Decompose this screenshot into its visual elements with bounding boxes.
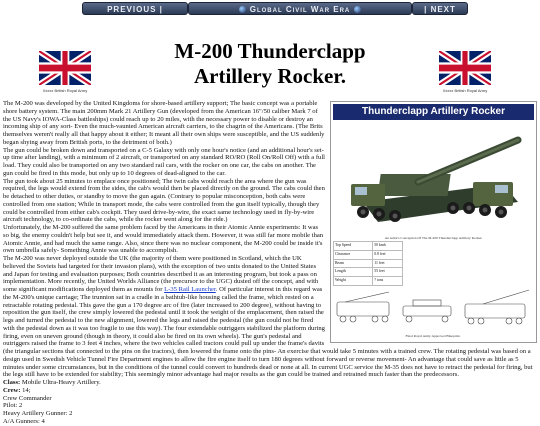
page-title: [140, 39, 400, 89]
class-value: Mobile Ultra-Heavy Artillery.: [21, 379, 101, 386]
table-row: [334, 259, 403, 268]
artillery-illustration: [333, 122, 534, 235]
union-jack-flag-icon: [39, 51, 91, 85]
crew-value: 14;: [22, 386, 31, 394]
crew-item: Pilot: 2: [3, 402, 23, 410]
home-button[interactable]: [188, 2, 412, 15]
paragraph-5-text-b: . Of particular interest in this regard was the M-200's unique carriage; The trunnion sat in a cradle in a bathtub-like housing called the frame, which rested on a retractable rotating pedestal. This gave the gun a 170 degree arc of fire (later increased to 200 degree), without having to reposition the gun itself, the crew simply lowered the pedestal until it took the weight of the emplacement, then raised the legs and turned the pedestal to the new alignment, lowered the legs and raised the pedestal (the gun could not be fired with the pedestal down as it was too fragile to use this way). The four extendable outriggers stabilized the platform during firing, even on uneven ground (though in theory, it could also be fired on its own wheels). The gun's pedestal and outriggers raised the frame to 3 feet 4 inches, where the two vehicles called tractors could pull up under the frame's davits (the triangular sections that connected to the pins on the tractors), then lowered the frame onto the pins- An exercise that would take 5 minutes with a trained crew. The rotating pedestal was based on a design used in Swedish Vehicle Tunnel Fire Department engines to allow the fire engine itself to turn 180 degrees without forward or reverse movement- An advantage that could save as little as 5 minutes under some circumstances, but in the conditions of the tunnel could convert to hundreds dead or none at all. In current UGC service the M-35 does not have to retract the pedestal for firing, but the legs still have to be extended for stability; This seemingly minor advantage had major results as the gun could be trained and retrained much faster than the predecessors.: [3, 286, 533, 379]
artillery-rocker-image: [333, 122, 534, 235]
top-navigation-bar: [0, 0, 540, 17]
spec-value: 50 kmh: [373, 242, 403, 251]
paragraph-2: The gun could be broken down and transported on a C-5 Galaxy with only one hour's notice (and an additional hour's set-up time after landing), with a minimum of 2 aircraft, or transported on any standard RO/RO (Roll On/Roll Off) with a full load. They could also be transported on any two standard rail cars, with the rocker on one car, the cabs on another. The gun could be fired in this mode, but only up to 10 degrees of dead-aligned to the car.: [3, 146, 325, 177]
crew-item: Crew Commander: [3, 394, 52, 402]
paragraph-5-text-a: The M-200 was never deployed outside the UK (the majority of them were positioned in Scotland, which the UK believed the Soviets had targeted for their invasion plans), with the exception of two units donated to the United States and Japan for testing and evaluation purposes; Both countries described it as an interesting program, but took a pass on implementation. More recently, the United Worlds Alliance (the precursor to the UGC) dusted off the concept, and with some significant modifications deployed them as mounts for: [3, 255, 319, 293]
spec-label: Weight: [334, 277, 373, 286]
article-body: [3, 100, 537, 426]
paragraph-1: The M-200 was developed by the United Kingdoms for shore-based artillery support; The basic concept was a portable shore battery system. The main 200mm Mark 21 Artillery Gun (developed from the American 16"/50 caliber Mark 7 of the US Navy's IOWA-Class battleships) could reach up to 20 miles, with the necessary power to disable or destroy an incoming ship of any sort- Even the much-vaunted American aircraft carriers, to the chagrin of the Americans. (The Brits themselves weren't really all that happy about it either; It meant all their own ships were susceptible, and the US suddenly began shying away from British ports, to the detriment of both.): [3, 100, 325, 146]
spec-value: 11 feet: [373, 259, 403, 268]
globe-icon: [354, 6, 361, 13]
next-label: NEXT: [430, 5, 456, 14]
globe-icon: [239, 6, 246, 13]
class-label: Class:: [3, 379, 21, 386]
table-row: [334, 268, 403, 277]
spec-label: Beam: [334, 259, 373, 268]
table-row: [334, 250, 403, 259]
l35-rail-launcher-link[interactable]: L-35 Rail Launcher: [164, 286, 216, 293]
previous-label: PREVIOUS: [107, 5, 157, 14]
table-row: [334, 277, 403, 286]
specs-table: [333, 241, 403, 286]
spec-label: Top Speed: [334, 242, 373, 251]
crew-label: Crew:: [3, 386, 21, 394]
spec-value: ? tons: [373, 277, 403, 286]
spec-value: 0.8 feet: [373, 250, 403, 259]
infobox: [330, 101, 537, 343]
table-row: [334, 242, 403, 251]
infobox-title: Thunderclapp Artillery Rocker: [333, 104, 534, 120]
crew-item: Heavy Artillery Gunner: 2: [3, 410, 73, 417]
spec-value: 55 feet: [373, 268, 403, 277]
infobox-image-caption: An Artist's Conception Of The M-200 Thunderclapp Artillery Rocker.: [384, 236, 483, 240]
title-line-2: Artillery Rocker.: [193, 64, 346, 88]
union-jack-flag-icon: [439, 51, 491, 85]
blueprint-caption: Final Royal Army Approved Blueprint.: [405, 334, 461, 338]
spec-label: Length: [334, 268, 373, 277]
crew-item: A/A Gunners: 4: [3, 417, 45, 425]
home-label: Global Civil War Era: [249, 5, 351, 14]
spec-label: Clearance: [334, 250, 373, 259]
page-header: [0, 19, 540, 99]
title-line-1: M-200 Thunderclapp: [174, 39, 366, 63]
crew-line: [3, 387, 537, 395]
left-flag-caption: Xxxxx British Royal Army: [42, 88, 88, 93]
previous-button[interactable]: PREVIOUS |: [82, 2, 188, 15]
right-flag-caption: Xxxxx British Royal Army: [442, 88, 488, 93]
next-button[interactable]: | NEXT: [412, 2, 468, 15]
paragraph-3: The gun took about 25 minutes to emplace once positioned; The twin cabs would reach the area where the gun was required, the legs would extend from the sides, the cab's would then be placed directly on the ground. The cabs could then be detached to other duties, or standby to move the gun again. (Contrary to popular misconception, both cabs were controlled from one station; While in transport mode, the cabs were controlled from the gun itself typically, though they could be controlled from either cab's cockpit. They used drive-by-wire, the exact same technology used in fly-by-wire aircraft technology, to co-ordinate the cabs, while the rocker went along for the ride.): [3, 177, 325, 224]
class-line: [3, 379, 537, 387]
paragraph-4: Unfortunately, the M-200 suffered the same problem faced by the Americans in their Atomic Annie experiments: It was so big, the enemy couldn't help but see it, and would immediately attack them. However, it was still far more mobile than Atomic Annie, and had much the same range. Also, since there was no nuclear component, the M-200 could be inside it's own umbrella safely- Something Annie was unable to accomplish.: [3, 224, 324, 255]
blueprint-sketch: [333, 288, 533, 332]
